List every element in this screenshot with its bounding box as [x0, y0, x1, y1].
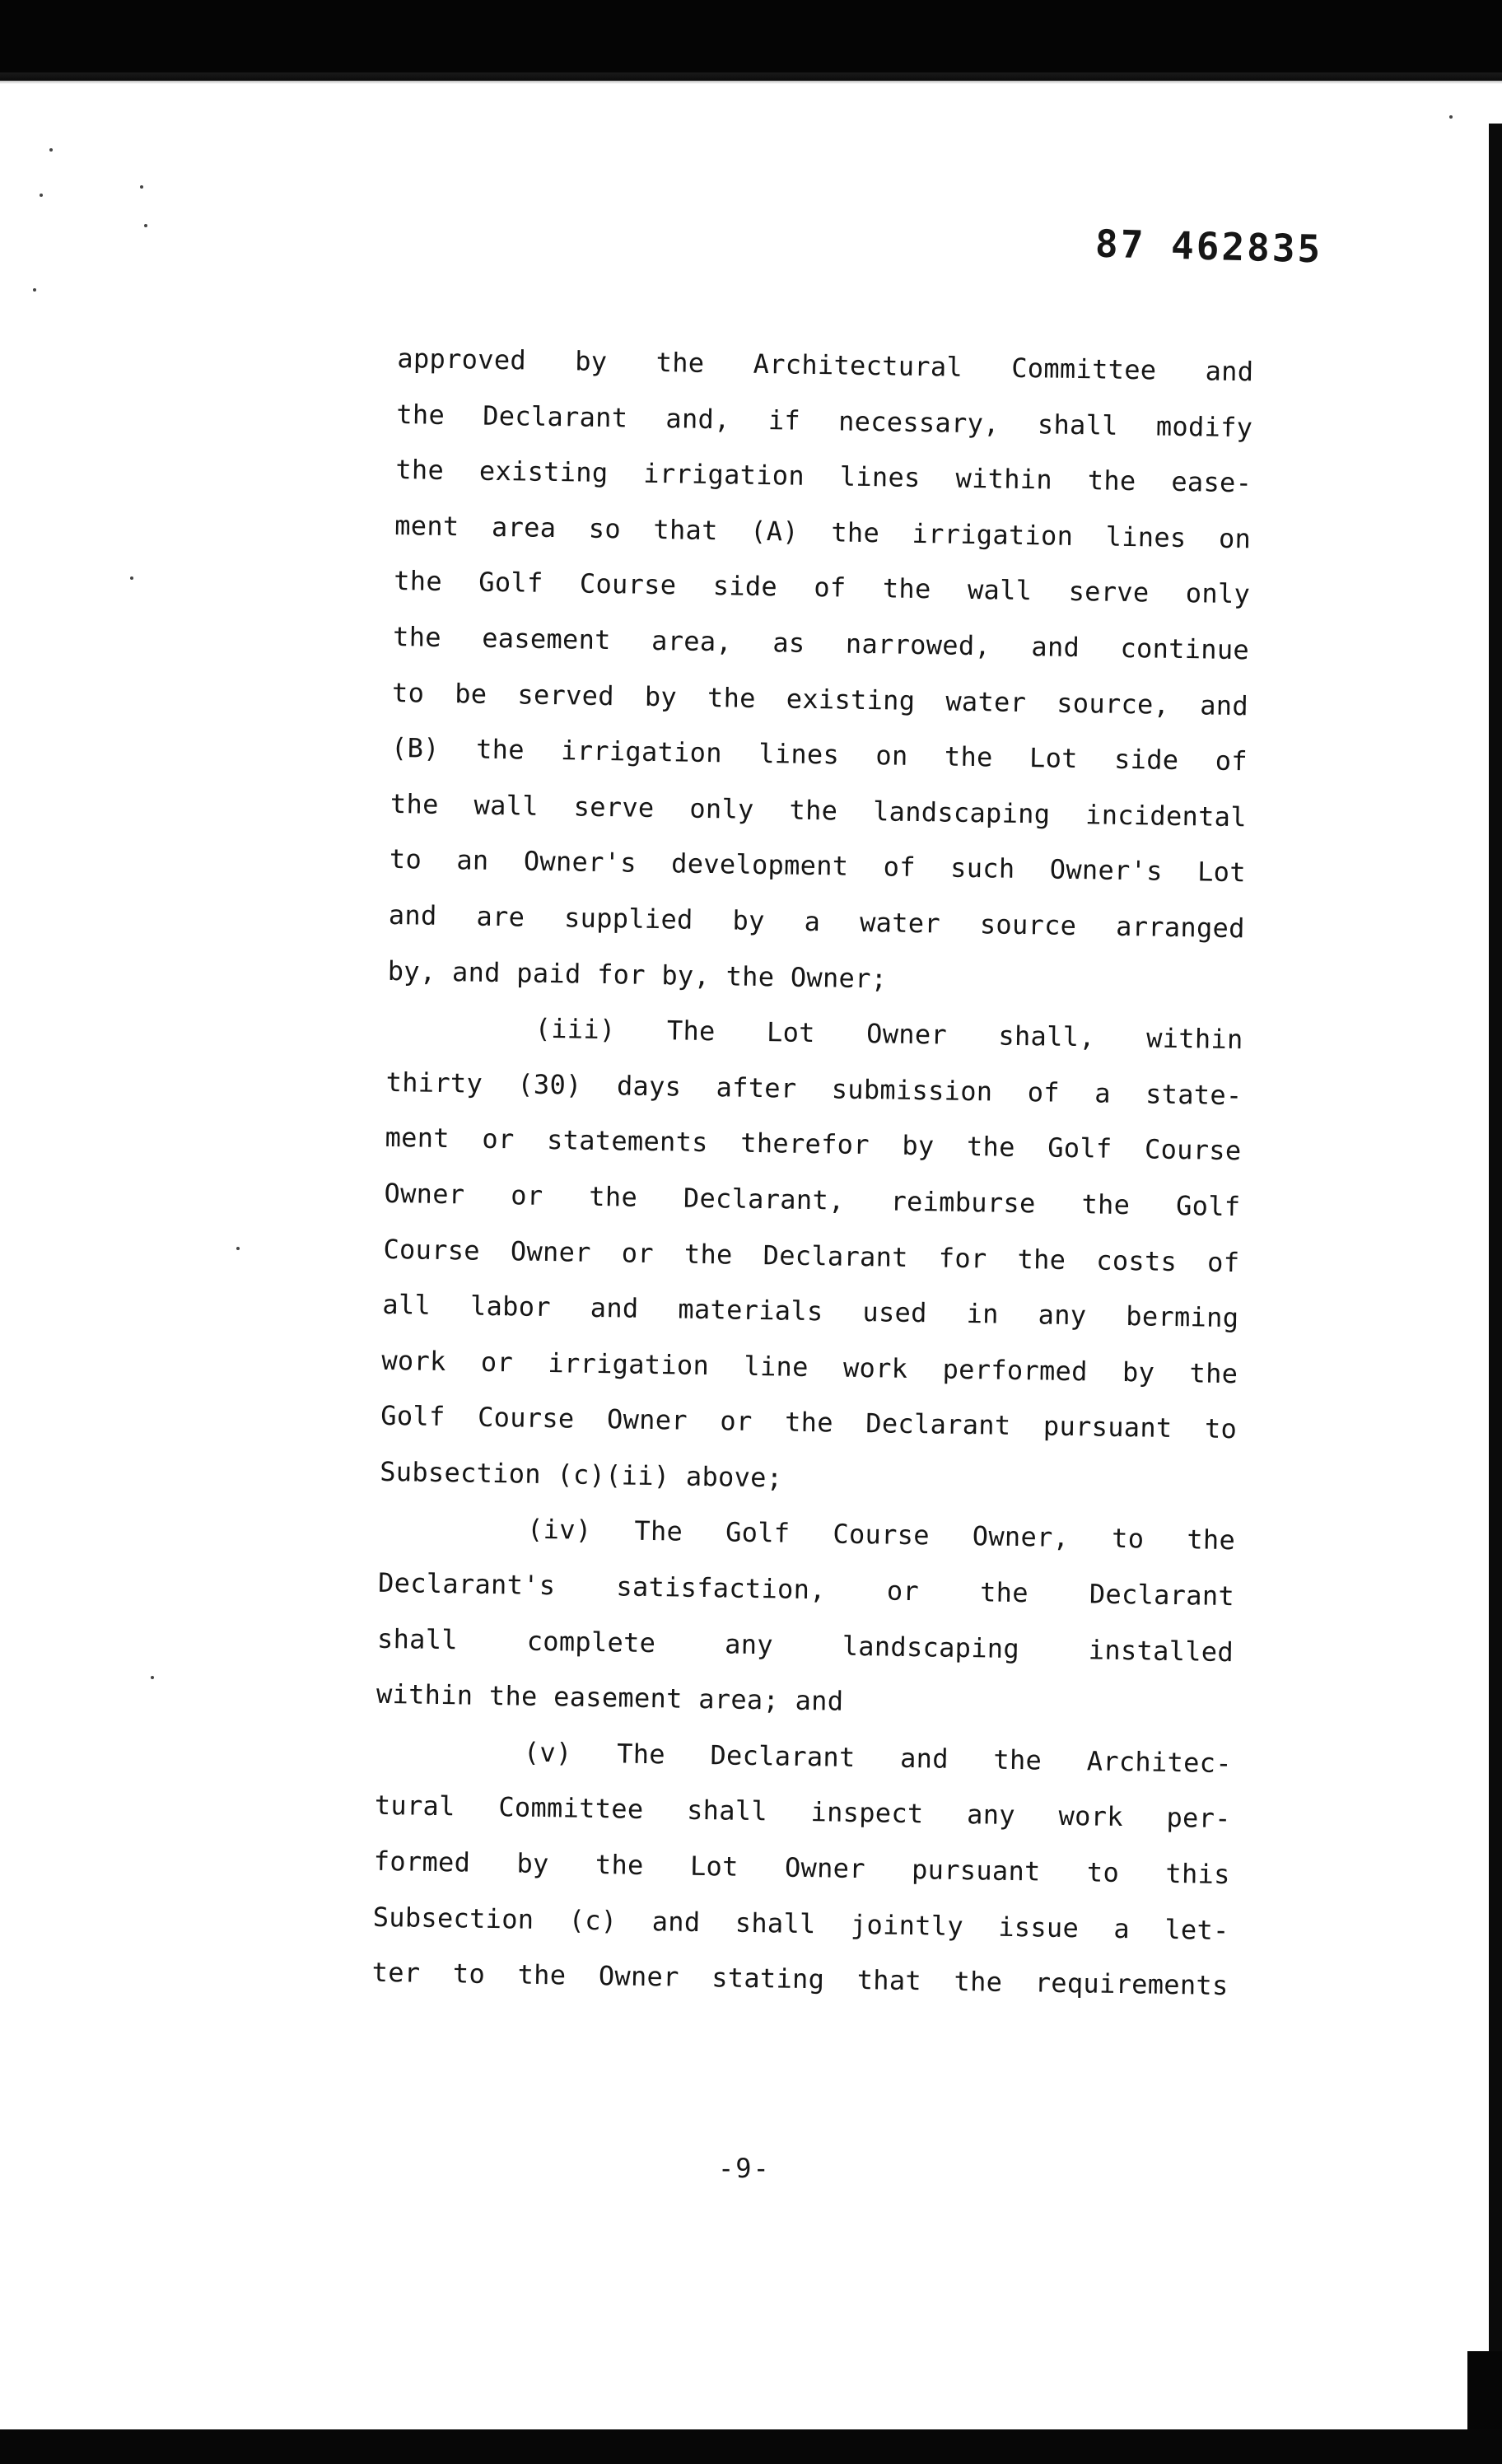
- body-line: to an Owner's development of such Owner's Lot: [389, 843, 1247, 889]
- scan-border-bottom: [0, 2429, 1502, 2464]
- body-line: work or irrigation line work performed by the: [381, 1344, 1238, 1389]
- scan-speck: [130, 576, 133, 580]
- document-number: 87 462835: [1094, 221, 1323, 272]
- scan-speck: [40, 194, 43, 197]
- page-number: -9-: [718, 2153, 771, 2184]
- body-line: the easement area, as narrowed, and continue: [392, 620, 1250, 666]
- body-line: Declarant's satisfaction, or the Declarant: [377, 1566, 1235, 1612]
- body-line: within the easement area; and: [376, 1678, 844, 1717]
- body-line: Golf Course Owner or the Declarant pursuant to: [380, 1400, 1238, 1445]
- body-line: tural Committee shall inspect any work per-: [374, 1790, 1232, 1835]
- body-line: Owner or the Declarant, reimburse the Golf: [384, 1177, 1241, 1223]
- body-line: the wall serve only the landscaping incidental: [389, 787, 1248, 833]
- scan-border-top-edge: [0, 72, 1502, 84]
- body-line: Course Owner or the Declarant for the costs of: [383, 1233, 1240, 1278]
- scan-border-top: [0, 0, 1502, 81]
- paragraph-v-first-line: (v) The Declarant and the Architec-: [523, 1736, 1233, 1779]
- scan-border-right: [1489, 124, 1502, 2464]
- scan-speck: [236, 1247, 240, 1250]
- body-line: the Golf Course side of the wall serve only: [393, 565, 1251, 610]
- body-line: Subsection (c)(ii) above;: [379, 1455, 783, 1494]
- body-line: thirty (30) days after submission of a state-: [385, 1066, 1243, 1111]
- body-line: to be served by the existing water source, and: [391, 676, 1249, 721]
- body-line: ter to the Owner stating that the requirements: [371, 1956, 1229, 2002]
- body-line: approved by the Architectural Committee and: [397, 342, 1254, 388]
- paragraph-iv-first-line: (iv) The Golf Course Owner, to the: [526, 1514, 1236, 1556]
- scan-artifact-block: [1467, 2351, 1502, 2434]
- body-line: the existing irrigation lines within the ease-: [395, 454, 1252, 499]
- body-line: ment area so that (A) the irrigation lines on: [394, 509, 1252, 555]
- body-line: by, and paid for by, the Owner;: [387, 954, 888, 994]
- body-line: the Declarant and, if necessary, shall modify: [396, 398, 1253, 443]
- body-line: formed by the Lot Owner pursuant to this: [373, 1845, 1230, 1891]
- scan-speck: [151, 1676, 154, 1679]
- body-line: ment or statements therefor by the Golf Course: [385, 1122, 1242, 1167]
- body-line: all labor and materials used in any berming: [382, 1288, 1239, 1334]
- body-line: Subsection (c) and shall jointly issue a let-: [372, 1901, 1229, 1946]
- paragraph-iii-first-line: (iii) The Lot Owner shall, within: [534, 1012, 1243, 1056]
- body-line: and are supplied by a water source arranged: [388, 898, 1246, 945]
- document-body: [371, 331, 1254, 2014]
- scan-speck: [144, 224, 147, 227]
- body-line: shall complete any landscaping installed: [376, 1622, 1234, 1668]
- scan-speck: [1449, 115, 1453, 119]
- body-line: (B) the irrigation lines on the Lot side of: [390, 732, 1248, 777]
- scan-speck: [140, 185, 143, 189]
- scan-speck: [49, 148, 53, 152]
- scan-speck: [33, 288, 36, 292]
